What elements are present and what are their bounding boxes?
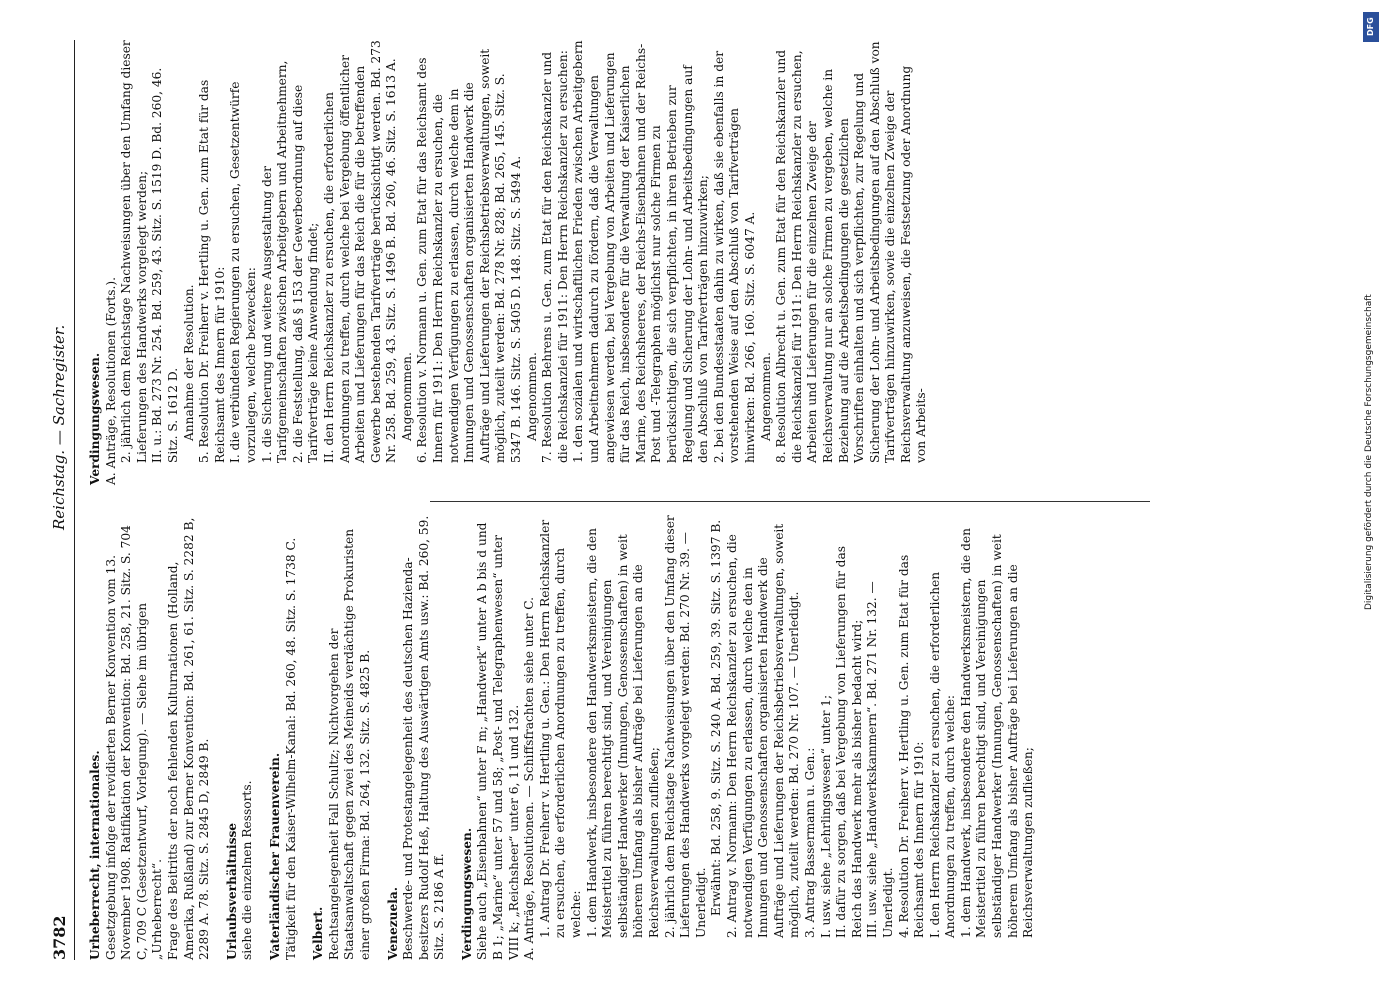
- entry-line: III. usw. siehe „Handwerkskammern“. Bd. 271 Nr. 132. — Unerledigt.: [865, 581, 895, 938]
- entry-line: II. den Herrn Reichskanzler zu ersuchen, die erforderlichen Anordnungen zu treffen, durch welche bei Vergebung öffentlicher Arbeiten und Lieferungen für das Reich die für die betreffenden Gewerbe bestehenden Tarifverträge berücksichtigt werden. Bd. 273 Nr. 258. Bd. 259, 43. Sitz. S. 1496 B. Bd. 260, 46. Sitz. S. 1613 A.: [321, 40, 399, 463]
- entry-line: I. usw. siehe „Lehrlingswesen“ unter 1;: [818, 694, 833, 938]
- running-title: Reichstag. — Sachregister.: [50, 324, 68, 530]
- column-divider: [430, 501, 1150, 502]
- entry-line: Erwähnt: Bd. 258, 9. Sitz. S. 240 A. Bd. 259, 39. Sitz. S. 1397 B.: [709, 519, 724, 916]
- entry-line: 1. Antrag Dr. Freiherr v. Hertling u. Gen.: Den Herrn Reichskanzler zu ersuchen, die erforderlichen Anordnungen zu treffen, durch welche:: [537, 519, 584, 938]
- register-entry: [268, 515, 299, 960]
- left-column: [88, 515, 1049, 960]
- entry-line: 7. Resolution Behrens u. Gen. zum Etat für den Reichskanzler und die Reichskanzlei für 1911: Den Herrn Reichskanzler zu ersuchen:: [540, 50, 570, 463]
- entry-line: 4. Resolution Dr. Freiherr v. Hertling u. Gen. zum Etat für das Reichsamt des Innern für 1910:: [896, 554, 927, 938]
- entry-heading: Verdingungswesen.: [459, 827, 474, 960]
- entry-line: 2. bei den Bundesstaaten dahin zu wirken, daß sie ebenfalls in der vorstehenden Weise auf den Abschluß von Tarifverträgen hinwirken: Bd. 266, 160. Sitz. S. 6047 A.: [711, 50, 757, 463]
- entry-line: Frage des Beitritts der noch fehlenden Kulturnationen (Holland, Amerika, Rußland) zur Berner Konvention: Bd. 261, 61. Sitz. S. 2282 B, 2289 A. 78. Sitz. S. 2845 D, 2849 B.: [165, 517, 212, 960]
- register-entry: [386, 515, 448, 960]
- register-entry: [460, 515, 1037, 960]
- entry-line: 2. die Feststellung, daß § 153 der Gewerbeordnung auf diese Tarifverträge keine Anwendung findet;: [290, 84, 321, 463]
- entry-line: Angenommen.: [758, 352, 773, 441]
- entry-heading: Urheberrecht, internationales.: [88, 750, 102, 960]
- entry-heading: Velbert.: [311, 906, 326, 960]
- register-entry: [225, 515, 256, 960]
- entry-line: 2. Antrag v. Normann: Den Herrn Reichskanzler zu ersuchen, die notwendigen Verfügungen zu erlassen, durch welche den in Innungen und Genossenschaften organisierten Handwerk die Aufträge und Lieferungen der Reichsbetriebsverwaltungen, soweit möglich, zuteilt werden: Bd. 270 Nr. 107. — Unerledigt.: [724, 523, 802, 938]
- entry-line: Rechtsangelegenheit Fall Schultz; Nichtvorgehen der Staatsanwaltschaft gegen zwei des Meineids verdächtige Prokuristen einer großen Firma: Bd. 264, 132. Sitz. S. 4825 B.: [326, 528, 372, 960]
- entry-line: Angenommen.: [524, 352, 539, 441]
- entry-heading: Verdingungswesen.: [88, 352, 102, 485]
- entry-line: 1. den sozialen und wirtschaftlichen Frieden zwischen Arbeitgebern und Arbeitnehmern dadurch zu fördern, daß die Verwaltungen angewiesen werden, bei Vergebung von Arbeiten und Lieferungen für das Reich, insbesondere für die Verwaltung der Kaiserlichen Marine, des Reichsheeres, der Reichs-Eisenbahnen und der Reichs-Post und -Telegraphen möglichst nur solche Firmen zu berücksichtigen, die sich verpflichten, in ihren Betrieben zur Regelung und Sicherung der Lohn- und Arbeitsbedingungen auf den Abschluß von Tarifverträgen hinzuwirken;: [571, 40, 711, 463]
- dfg-logo: DFG: [1363, 12, 1379, 42]
- entry-line: 1. dem Handwerk, insbesondere den Handwerksmeistern, die den Meistertitel zu führen berechtigt sind, und Vereinigungen selbständiger Handwerker (Innungen, Genossenschaften) in weit höherem Umfang als bisher Aufträge bei Lieferungen an die Reichsverwaltungen zufließen;: [958, 528, 1036, 938]
- entry-line: 3. Antrag Bassermann u. Gen.:: [802, 747, 817, 938]
- entry-line: Beschwerde- und Protestangelegenheit des deutschen Hazienda-besitzers Rudolf Heß, Haltung des Auswärtigen Amts usw.: Bd. 260, 59. Sitz. S. 2186 A ff.: [401, 515, 447, 960]
- entry-line: I. die verbündeten Regierungen zu ersuchen, Gesetzentwürfe vorzulegen, welche bezwecken:: [228, 81, 258, 463]
- entry-heading: Vaterländischer Frauenverein.: [267, 752, 282, 960]
- entry-line: A. Anträge, Resolutionen (Forts.).: [103, 277, 118, 485]
- entry-line: I. den Herrn Reichskanzler zu ersuchen, die erforderlichen Anordnungen zu treffen, durch welche:: [927, 571, 958, 938]
- entry-line: II. dafür zu sorgen, daß bei Vergebung von Lieferungen für das Reich das Handwerk mehr als bisher bedacht wird;: [834, 546, 864, 938]
- entry-line: II. u.: Bd. 273 Nr. 254. Bd. 259, 43. Sitz. S. 1519 D. Bd. 260, 46. Sitz. S. 1612 D.: [150, 67, 180, 463]
- digitization-strip: [1363, 12, 1381, 988]
- entry-line: 1. dem Handwerk, insbesondere den Handwerksmeistern, die den Meistertitel zu führen berechtigt sind, und Vereinigungen selbständiger Handwerker (Innungen, Genossenschaften) in weit höherem Umfang als bisher Aufträge bei Lieferungen an die Reichsverwaltungen zufließen;: [584, 528, 661, 938]
- entry-line: Tätigkeit für den Kaiser-Wilhelm-Kanal: Bd. 260, 48. Sitz. S. 1738 C.: [283, 537, 298, 960]
- page-header: [50, 40, 75, 960]
- entry-line: 8. Resolution Albrecht u. Gen. zum Etat für den Reichskanzler und die Reichskanzlei für 1911: Den Herrn Reichskanzler zu ersuchen, Arbeiten und Lieferungen für die einzelnen Zweige der Reichsverwaltung nur an solche Firmen zu vergeben, welche in Beziehung auf die Arbeitsbedingungen die gesetzlichen Vorschriften einhalten und sich verpflichten, zur Regelung und Sicherung der Lohn- und Arbeitsbedingungen auf den Abschluß von Tarifverträgen hinzuwirken, sowie die einzelnen Zweige der Reichsverwaltung anzuweisen, die Festsetzung oder Anordnung von Arbeits-: [774, 41, 929, 463]
- entry-line: 5. Resolution Dr. Freiherr v. Hertling u. Gen. zum Etat für das Reichsamt des Innern für 1910:: [197, 79, 227, 463]
- entry-line: A. Anträge, Resolutionen. — Schiffsfrachten siehe unter C.: [522, 596, 537, 960]
- entry-line: 6. Resolution v. Normann u. Gen. zum Etat für das Reichsamt des Innern für 1911: Den Herrn Reichskanzler zu ersuchen, die notwendigen Verfügungen zu erlassen, durch welche dem in Innungen und Genossenschaften organisierten Handwerk die Aufträge und Lieferungen der Reichsbetriebsverwaltungen, soweit möglich, zuteilt werden: Bd. 278 Nr. 828; Bd. 265, 145. Sitz. S. 5347 B. 146. Sitz. S. 5405 D. 148. Sitz. S. 5494 A.: [415, 48, 524, 463]
- page-number: 3782: [50, 915, 69, 960]
- entry-line: Annahme der Resolution.: [181, 284, 196, 441]
- entry-heading: Urlaubsverhältnisse: [224, 822, 239, 960]
- entry-line: siehe die einzelnen Ressorts.: [240, 780, 255, 960]
- entry-line: 2. jährlich dem Reichstage Nachweisungen über den Umfang dieser Lieferungen des Handwerks vorgelegt werden: Bd. 270 Nr. 39. — Unerledigt.: [662, 515, 708, 938]
- register-entry: [88, 515, 213, 960]
- entry-line: Gesetzgebung infolge der revidierten Berner Konvention vom 13. November 1908. Ratifikation der Konvention: Bd. 258, 21. Sitz. S. 704 C, 709 C (Gesetzentwurf, Vorlegung). — Siehe im übrigen „Urheberrecht“.: [103, 525, 165, 960]
- entry-heading: Venezuela.: [385, 886, 400, 960]
- digitization-note: Digitalisierung gefördert durch die Deutsche Forschungsgemeinschaft: [1364, 294, 1374, 610]
- entry-line: 1. die Sicherung und weitere Ausgestaltung der Tarifgemeinschaften zwischen Arbeitgebern und Arbeitnehmern,: [259, 60, 290, 463]
- entry-line: 2. jährlich dem Reichstage Nachweisungen über den Umfang dieser Lieferungen des Handwerks vorgelegt werden;: [119, 40, 149, 463]
- entry-line: Angenommen.: [399, 352, 414, 441]
- register-entry: [88, 40, 930, 485]
- entry-line: Siehe auch „Eisenbahnen“ unter F m; „Handwerk“ unter A b bis d und B 1; „Marine“ unter 57 und 58; „Post- und Telegraphenwesen“ unter VIII k; „Reichsheer“ unter 6, 11 und 132.: [475, 522, 521, 960]
- register-entry: [311, 515, 373, 960]
- right-column: [88, 40, 942, 485]
